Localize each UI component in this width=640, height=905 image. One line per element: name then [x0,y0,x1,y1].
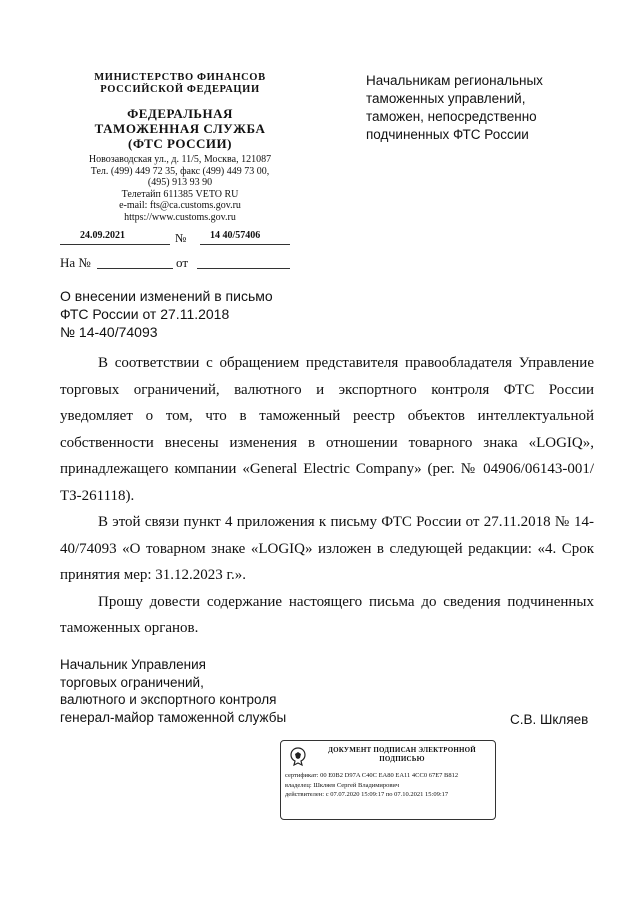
service-line-1: ФЕДЕРАЛЬНАЯ [127,106,233,121]
stamp-details [285,771,491,800]
service-name [60,106,300,151]
addressee-line-1: Начальникам региональных [366,73,543,88]
registration-row [60,230,300,246]
from-underline [197,268,290,269]
number-underline [200,244,290,245]
stamp-title [313,746,491,764]
registration-date: 24.09.2021 [80,230,125,241]
ministry-line-1: МИНИСТЕРСТВО ФИНАНСОВ [94,72,266,83]
stamp-certificate: сертификат: 00 E0B2 D97A C40C EA80 EA11 4CC0 67E7 B812 [285,772,459,779]
address: Новозаводская ул., д. 11/5, Москва, 121087 [88,154,272,165]
stamp-title-line-2: ПОДПИСЬЮ [379,755,425,763]
signatory-title [60,656,360,726]
addressee [366,72,596,144]
from-label: от [176,255,189,270]
contact-block [60,154,300,223]
letter-body [60,350,594,642]
stamp-validity: действителен: с 07.07.2020 15:09:17 по 07.10.2021 15:09:17 [285,791,449,798]
phone-2: (495) 913 93 90 [147,177,213,188]
reference-row [60,255,300,273]
stamp-owner: владелец: Шкляев Сергей Владимирович [285,781,400,789]
signatory-line-2: торговых ограничений, [60,674,204,690]
reference-label: На № [60,255,91,270]
phone: Тел. (499) 449 72 35, факс (499) 449 73 00, [90,165,270,177]
teletype: Телетайп 611385 VETO RU [121,188,239,200]
service-line-3: (ФТС РОССИИ) [128,136,232,151]
emblem-icon [287,746,309,768]
signatory-line-3: валютного и экспортного контроля [60,692,277,707]
ministry-name [60,72,300,96]
addressee-line-2: таможенных управлений, [366,91,526,106]
body-paragraph-3: Прошу довести содержание настоящего письма до сведения подчиненных таможенных органов. [60,593,594,636]
subject-line-1: О внесении изменений в письмо [60,288,273,304]
electronic-signature-stamp [280,740,496,820]
body-paragraph-1: В соответствии с обращением представителя правообладателя Управление торговых ограничений, валютного и экспортного контроля ФТС России уведомляет о том, что в таможенный реестр объектов интеллектуальной собственности внесены изменения в отношении товарного знака «LOGIQ», принадлежащего компании «General Electric Company» (рег. № 04906/06143-001/ТЗ-261118). [60,355,594,504]
addressee-line-3: таможен, непосредственно [366,109,537,124]
subject-line-2: ФТС России от 27.11.2018 [60,306,230,322]
signatory-name: С.В. Шкляев [510,712,589,727]
signatory-line-1: Начальник Управления [60,657,206,672]
stamp-title-line-1: ДОКУМЕНТ ПОДПИСАН ЭЛЕКТРОННОЙ [328,746,476,754]
subject [60,287,320,341]
signatory-line-4: генерал-майор таможенной службы [60,709,287,725]
registration-number: 14 40/57406 [210,230,261,241]
email: e-mail: fts@ca.customs.gov.ru [119,200,241,211]
number-sign: № [175,231,187,245]
body-paragraph-2: В этой связи пункт 4 приложения к письму ФТС России от 27.11.2018 № 14-40/74093 «О товарном знаке «LOGIQ» изложен в следующей редакции: «4. Срок принятия мер: 31.12.2023 г.». [60,514,594,583]
reference-underline [97,268,173,269]
service-line-2: ТАМОЖЕННАЯ СЛУЖБА [94,121,266,136]
date-underline [60,244,170,245]
addressee-line-4: подчиненных ФТС России [366,127,529,142]
ministry-line-2: РОССИЙСКОЙ ФЕДЕРАЦИИ [100,84,260,95]
subject-line-3: № 14-40/74093 [60,324,158,340]
website: https://www.customs.gov.ru [124,211,236,223]
